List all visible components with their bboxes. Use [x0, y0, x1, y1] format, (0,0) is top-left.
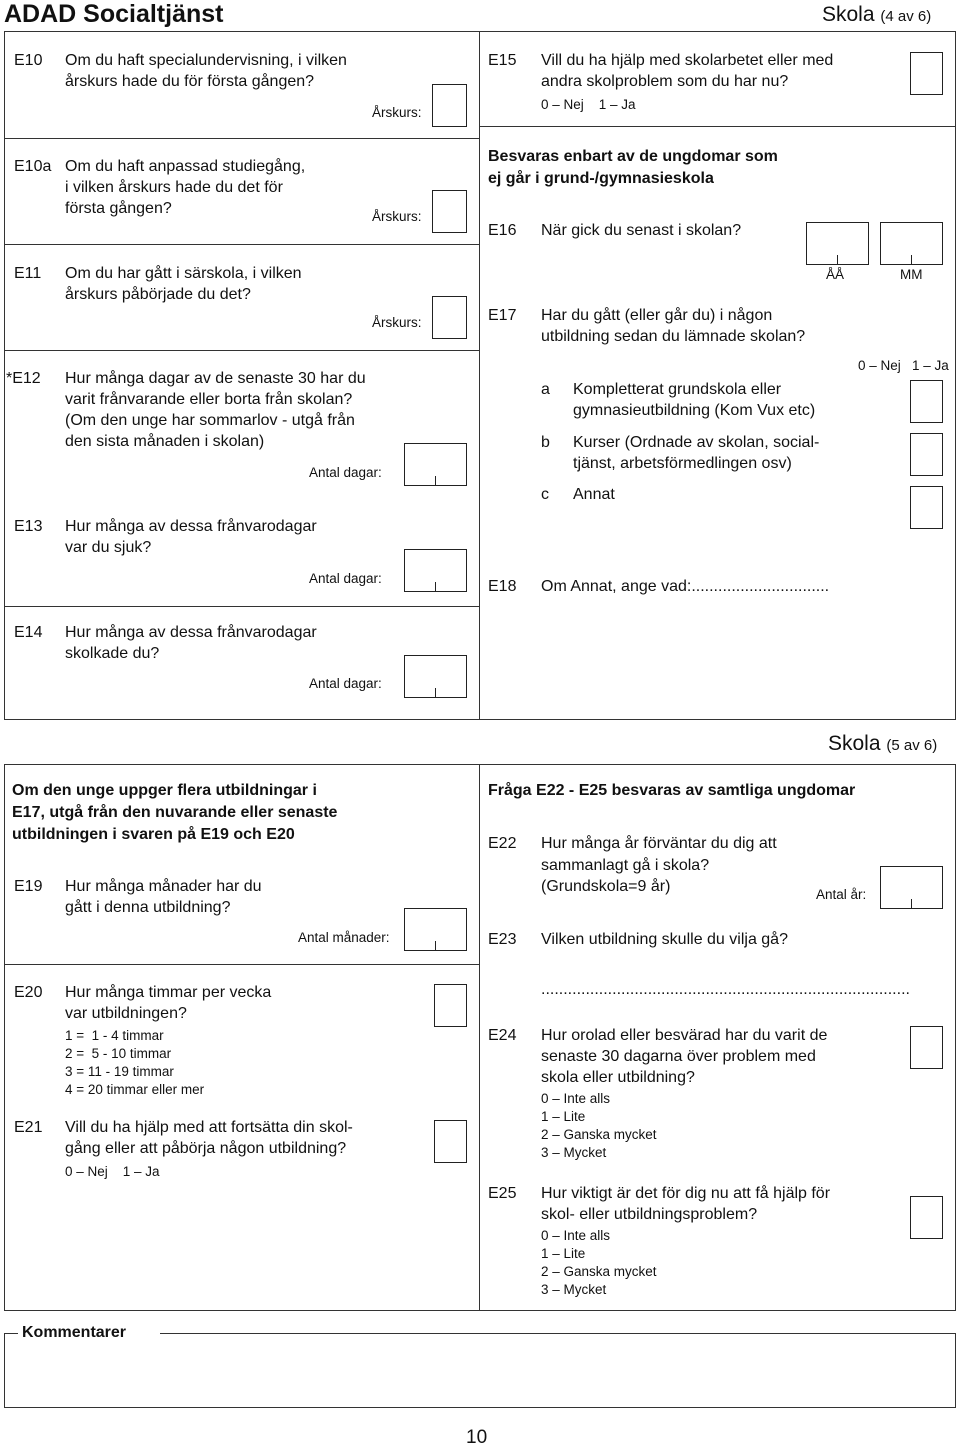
answer-options: 0 – Nej 1 – Ja: [858, 358, 949, 373]
question-code: E19: [14, 878, 43, 895]
question-text: gång eller att påbörja någon utbildning?: [65, 1140, 347, 1157]
answer-label: Antal månader:: [298, 930, 390, 945]
question-code: E17: [488, 307, 517, 324]
question-text: Om du haft specialundervisning, i vilken: [65, 52, 347, 69]
option-text: Kurser (Ordnade av skolan, social-: [573, 434, 820, 451]
column-divider: [479, 764, 480, 1311]
question-text: Vill du ha hjälp med skolarbetet eller med: [541, 52, 834, 69]
option-text: Annat: [573, 486, 615, 503]
option-key: b: [541, 434, 550, 451]
page-number: 10: [466, 1427, 488, 1448]
question-text: sammanlagt gå i skola?: [541, 857, 710, 874]
e11-answer-box[interactable]: [432, 296, 467, 339]
question-text: gått i denna utbildning?: [65, 899, 231, 916]
section-heading: E17, utgå från den nuvarande eller senaste: [12, 804, 338, 821]
e13-answer-box[interactable]: [404, 549, 467, 592]
question-text: Har du gått (eller går du) i någon: [541, 307, 773, 324]
section-heading: utbildningen i svaren på E19 och E20: [12, 826, 295, 843]
e14-answer-box[interactable]: [404, 655, 467, 698]
answer-options: 0 – Nej 1 – Ja: [65, 1164, 160, 1179]
answer-option: 2 – Ganska mycket: [541, 1127, 657, 1142]
answer-option: 0 – Inte alls: [541, 1228, 611, 1243]
question-text: När gick du senast i skolan?: [541, 222, 742, 239]
e12-answer-box[interactable]: [404, 443, 467, 486]
e17a-answer-box[interactable]: [910, 380, 943, 423]
e24-answer-box[interactable]: [910, 1026, 943, 1069]
question-code: E15: [488, 52, 517, 69]
question-text: senaste 30 dagarna över problem med: [541, 1048, 816, 1065]
question-text: varit frånvarande eller borta från skolan?: [65, 391, 353, 408]
question-text: skola eller utbildning?: [541, 1069, 695, 1086]
question-text: var utbildningen?: [65, 1005, 187, 1022]
section-heading: Fråga E22 - E25 besvaras av samtliga ungdomar: [488, 782, 856, 799]
e21-answer-box[interactable]: [434, 1120, 467, 1163]
divider: [4, 244, 479, 245]
question-text: årskurs hade du för första gången?: [65, 73, 315, 90]
question-text: Hur många av dessa frånvarodagar: [65, 518, 317, 535]
question-code: E21: [14, 1119, 43, 1136]
option-text: tjänst, arbetsförmedlingen osv): [573, 455, 792, 472]
month-label: MM: [900, 267, 923, 282]
e23-text-field[interactable]: ...................................................................................: [541, 981, 910, 998]
divider: [4, 350, 479, 351]
e19-answer-box[interactable]: [404, 908, 467, 951]
question-text: den sista månaden i skolan): [65, 433, 265, 450]
section-heading: Om den unge uppger flera utbildningar i: [12, 782, 317, 799]
comments-box[interactable]: [4, 1333, 956, 1408]
question-text: Hur många månader har du: [65, 878, 262, 895]
e16-month-box[interactable]: [880, 222, 943, 265]
question-text: utbildning sedan du lämnade skolan?: [541, 328, 806, 345]
answer-option: 3 = 11 - 19 timmar: [65, 1064, 174, 1079]
option-text: gymnasieutbildning (Kom Vux etc): [573, 402, 816, 419]
question-code: E14: [14, 624, 43, 641]
question-code: E24: [488, 1027, 517, 1044]
section-heading: ej går i grund-/gymnasieskola: [488, 170, 714, 187]
divider: [4, 964, 479, 965]
question-text: Hur många år förväntar du dig att: [541, 835, 777, 852]
question-text: (Grundskola=9 år): [541, 878, 671, 895]
answer-options: 0 – Nej 1 – Ja: [541, 97, 636, 112]
divider: [4, 606, 479, 607]
question-text: Hur många dagar av de senaste 30 har du: [65, 370, 366, 387]
question-code: E16: [488, 222, 517, 239]
e16-year-box[interactable]: [806, 222, 869, 265]
question-code: E25: [488, 1185, 517, 1202]
question-code: *E12: [6, 370, 41, 387]
section-heading: Besvaras enbart av de ungdomar som: [488, 148, 778, 165]
question-code: E22: [488, 835, 517, 852]
e20-answer-box[interactable]: [434, 984, 467, 1027]
divider: [479, 126, 956, 127]
question-code: E10a: [14, 158, 52, 175]
answer-option: 2 = 5 - 10 timmar: [65, 1046, 172, 1061]
divider: [4, 1333, 18, 1334]
option-key: a: [541, 381, 550, 398]
answer-label: Årskurs:: [372, 209, 422, 224]
year-label: ÅÅ: [826, 267, 845, 282]
question-text: (Om den unge har sommarlov - utgå från: [65, 412, 355, 429]
answer-label: Årskurs:: [372, 105, 422, 120]
answer-label: Antal dagar:: [309, 465, 382, 480]
form-title: ADAD Socialtjänst: [4, 0, 224, 28]
e18-text-field[interactable]: Om Annat, ange vad:...............................: [541, 578, 830, 595]
e10-answer-box[interactable]: [432, 84, 467, 127]
e17c-answer-box[interactable]: [910, 486, 943, 529]
question-text: Om du har gått i särskola, i vilken: [65, 265, 302, 282]
question-text: Hur många timmar per vecka: [65, 984, 272, 1001]
e10a-answer-box[interactable]: [432, 190, 467, 233]
question-code: E23: [488, 931, 517, 948]
answer-option: 0 – Inte alls: [541, 1091, 611, 1106]
answer-option: 3 – Mycket: [541, 1282, 607, 1297]
answer-option: 1 – Lite: [541, 1109, 586, 1124]
e17b-answer-box[interactable]: [910, 433, 943, 476]
section-label: Skola (5 av 6): [828, 732, 938, 755]
answer-label: Antal dagar:: [309, 571, 382, 586]
question-text: Om du haft anpassad studiegång,: [65, 158, 306, 175]
answer-label: Antal år:: [816, 887, 867, 902]
answer-label: Årskurs:: [372, 315, 422, 330]
e25-answer-box[interactable]: [910, 1196, 943, 1239]
answer-option: 2 – Ganska mycket: [541, 1264, 657, 1279]
answer-option: 1 = 1 - 4 timmar: [65, 1028, 164, 1043]
question-text: var du sjuk?: [65, 539, 152, 556]
column-divider: [479, 31, 480, 720]
e22-answer-box[interactable]: [880, 866, 943, 909]
divider: [4, 138, 479, 139]
question-text: skolkade du?: [65, 645, 160, 662]
section-label: Skola (4 av 6): [822, 3, 932, 26]
question-text: i vilken årskurs hade du det för: [65, 179, 283, 196]
question-text: Vilken utbildning skulle du vilja gå?: [541, 931, 788, 948]
divider: [160, 1333, 956, 1334]
answer-option: 1 – Lite: [541, 1246, 586, 1261]
question-code: E20: [14, 984, 43, 1001]
option-text: Kompletterat grundskola eller: [573, 381, 782, 398]
answer-option: 3 – Mycket: [541, 1145, 607, 1160]
question-text: årskurs påbörjade du det?: [65, 286, 251, 303]
question-text: skol- eller utbildningsproblem?: [541, 1206, 758, 1223]
question-code: E18: [488, 578, 517, 595]
question-code: E13: [14, 518, 43, 535]
question-code: E10: [14, 52, 43, 69]
question-text: andra skolproblem som du har nu?: [541, 73, 789, 90]
question-text: Hur orolad eller besvärad har du varit de: [541, 1027, 828, 1044]
question-code: E11: [14, 265, 42, 282]
question-text: första gången?: [65, 200, 172, 217]
e15-answer-box[interactable]: [910, 52, 943, 95]
option-key: c: [541, 486, 549, 503]
question-text: Hur många av dessa frånvarodagar: [65, 624, 317, 641]
answer-label: Antal dagar:: [309, 676, 382, 691]
comments-label: Kommentarer: [22, 1324, 127, 1341]
question-text: Hur viktigt är det för dig nu att få hjälp för: [541, 1185, 831, 1202]
answer-option: 4 = 20 timmar eller mer: [65, 1082, 205, 1097]
question-text: Vill du ha hjälp med att fortsätta din skol-: [65, 1119, 353, 1136]
